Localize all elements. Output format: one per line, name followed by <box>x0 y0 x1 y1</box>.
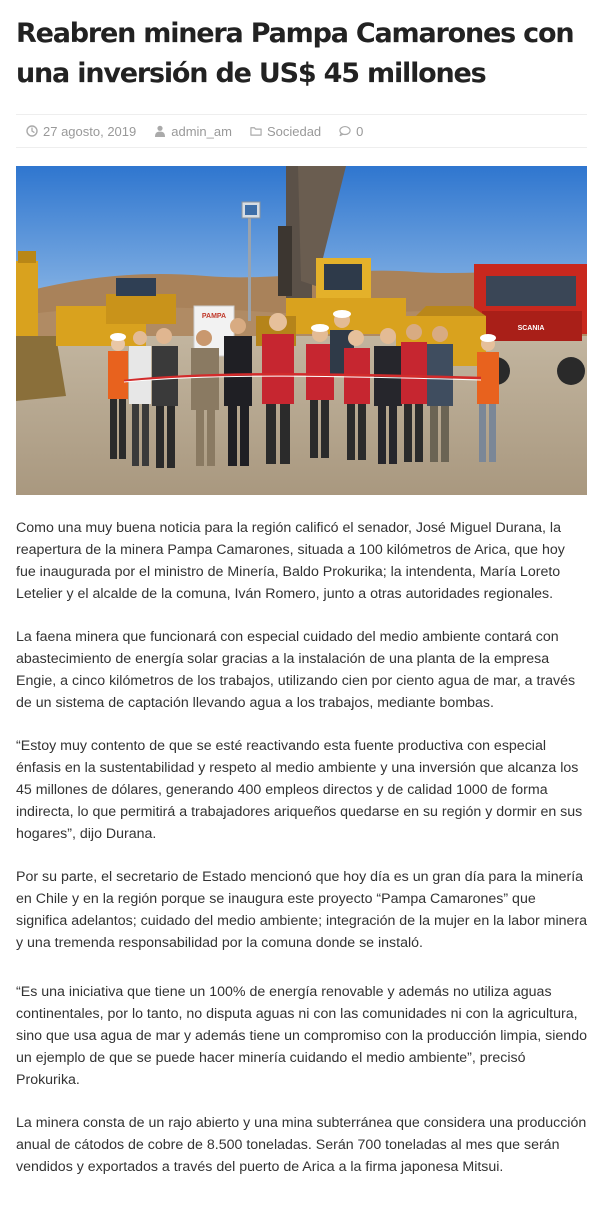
paragraph-1: Como una muy buena noticia para la región calificó el senador, José Miguel Durana, la reapertura de la minera Pampa Camarones, situada a 100 kilómetros de Arica, que hoy fue inaugurada por el ministro de Minería, Baldo Prokurika; la intendenta, María Loreto Letelier y el alcalde de la comuna, Iván Romero, junto a otras autoridades regionales. <box>16 520 565 602</box>
meta-date[interactable] <box>26 124 136 139</box>
folder-icon <box>250 125 262 137</box>
paragraph-4: Por su parte, el secretario de Estado mencionó que hoy día es un gran día para la minería en Chile y en la región porque se inaugura este proyecto “Pampa Camarones” que significa adelantos; cuidado del medio ambiente; integración de la mujer en la labor minera y una tremenda responsabilidad por la comuna donde se instaló. <box>16 869 587 951</box>
paragraph-6: La minera consta de un rajo abierto y una mina subterránea que considera una producción anual de cátodos de cobre de 8.500 toneladas. Serán 700 toneladas al mes que serán vendidos y exportados a través del puerto de Arica a la firma japonesa Mitsui. <box>16 1115 587 1175</box>
post-meta <box>16 114 587 148</box>
article-title: Reabren minera Pampa Camarones con una inversión de US$ 45 millones <box>16 18 574 89</box>
meta-category[interactable] <box>250 124 321 139</box>
article <box>16 0 587 1175</box>
truck-brand-text: SCANIA <box>517 325 545 332</box>
paragraph-5: “Es una iniciativa que tiene un 100% de energía renovable y además no utiliza aguas continentales, por lo tanto, no disputa aguas ni con las comunidades ni con la agricultura, sino que usa agua de mar y además tiene un compromiso con la producción limpia, siendo un ejemplo de que se puede hacer minería cuidando el medio ambiente”, precisó Prokurika. <box>16 984 587 1088</box>
meta-comments[interactable] <box>339 124 363 139</box>
meta-author-text: admin_am <box>171 123 232 139</box>
featured-image <box>16 166 587 495</box>
user-icon <box>154 125 166 137</box>
article-body <box>16 517 587 1199</box>
meta-author[interactable] <box>154 124 232 139</box>
meta-date-text: 27 agosto, 2019 <box>43 123 137 139</box>
featured-photo-illustration <box>16 166 587 495</box>
paragraph-3: “Estoy muy contento de que se esté reactivando esta fuente productiva con especial énfasis en la sustentabilidad y respeto al medio ambiente y una inversión que alcanza los 45 millones de dólares, generando 400 empleos directos y de calidad 1000 de forma indirecta, lo que permitirá a trabajadores ariqueños quedarse en su región y dormir en sus hogares”, dijo Durana. <box>16 738 583 842</box>
meta-comments-count: 0 <box>356 123 364 139</box>
clock-icon <box>26 125 38 137</box>
comment-icon <box>339 125 351 137</box>
paragraph-2: La faena minera que funcionará con especial cuidado del medio ambiente contará con abastecimiento de energía solar gracias a la instalación de una planta de la empresa Engie, a cinco kilómetros de los trabajos, utilizando cien por ciento agua de mar, a través de un sistema de captación llevando agua a los trabajos, mediante bombas. <box>16 629 576 711</box>
meta-category-text: Sociedad <box>266 123 322 139</box>
sign-text: PAMPA <box>201 313 227 320</box>
